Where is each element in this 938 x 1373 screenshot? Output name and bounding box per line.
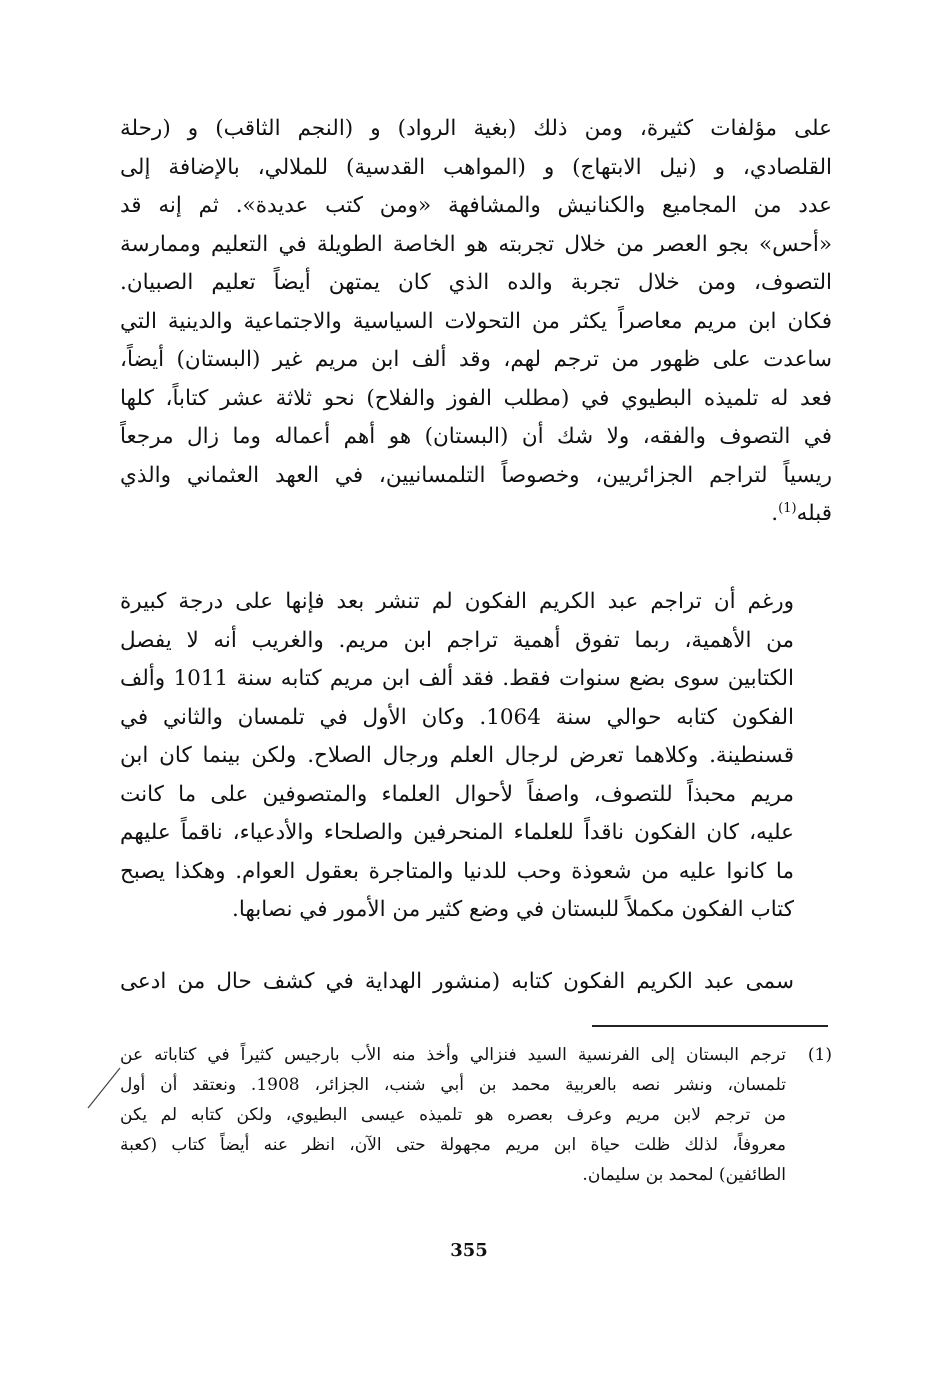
paragraph-1 (120, 110, 832, 534)
paragraph-2 (120, 583, 832, 930)
page-number: 355 (450, 1240, 488, 1261)
text-line: فعد له تلميذه البطيوي في (مطلب الفوز والفلاح) نحو ثلاثة عشر كتاباً، كلها (120, 385, 832, 411)
footnote-line: الطائفين) لمحمد بن سليمان. (582, 1165, 786, 1185)
footnote-line: ترجم البستان إلى الفرنسية السيد فنزالي وأخذ منه الأب بارجيس كثيراً في كتاباته عن (120, 1045, 786, 1065)
text-line: الكتابين سوى بضع سنوات فقط. فقد ألف ابن مريم كتابه سنة 1011 وألف (120, 666, 794, 691)
footnote-line: تلمسان، ونشر نصه بالعربية محمد بن أبي شنب، الجزائر، 1908. ونعتقد أن أول (120, 1075, 786, 1095)
footnote (120, 1040, 832, 1190)
text-fragment: قبله (796, 501, 832, 526)
footnote-reference[interactable]: (1) (778, 500, 797, 516)
text-line: عليه، كان الفكون ناقداً للعلماء المنحرفين والصلحاء والأدعياء، ناقماً عليهم (120, 820, 794, 845)
text-line: في التصوف والفقه، ولا شك أن (البستان) هو أهم أعماله وما زال مرجعاً (120, 424, 832, 449)
text-line: قسنطينة. وكلاهما تعرض لرجال العلم ورجال الصلاح. ولكن بينما كان ابن (120, 743, 794, 768)
text-line: مريم محبذاً للتصوف، واصفاً لأحوال العلماء والمتصوفين على ما كانت (120, 781, 794, 807)
footnote-line: معروفاً، لذلك ظلت حياة ابن مريم مجهولة حتى الآن، انظر عنه أيضاً كتاب (كعبة (120, 1135, 786, 1155)
text-line: ريسياً لتراجم الجزائريين، وخصوصاً التلمسانيين، في العهد العثماني والذي (120, 462, 832, 488)
text-line: على مؤلفات كثيرة، ومن ذلك (بغية الرواد) و (النجم الثاقب) و (رحلة (120, 116, 832, 141)
text-fragment: . (771, 501, 779, 526)
text-line: التصوف، ومن خلال تجربة والده الذي كان يمتهن أيضاً تعليم الصبيان. (120, 270, 832, 295)
footnote-number: (1) (807, 1045, 832, 1065)
text-line: عدد من المجاميع والكنانيش والمشافهة «ومن كتب عديدة». ثم إنه قد (120, 193, 832, 218)
text-line-last (120, 495, 832, 534)
text-line: القلصادي، و (نيل الابتهاج) و (المواهب القدسية) للملالي، بالإضافة إلى (120, 154, 832, 180)
paragraph-3 (120, 963, 832, 1002)
text-line: ساعدت على ظهور من ترجم لهم، وقد ألف ابن مريم غير (البستان) أيضاً، (120, 347, 832, 372)
text-line: سمى عبد الكريم الفكون كتابه (منشور الهداية في كشف حال من ادعى (120, 969, 794, 994)
text-line: «أحس» بجو العصر من خلال تجربته هو الخاصة الطويلة في التعليم وممارسة (120, 231, 832, 257)
text-line: ما كانوا عليه من شعوذة وحب للدنيا والمتاجرة بعقول العوام. وهكذا يصبح (120, 858, 794, 884)
text-line: الفكون كتابه حوالي سنة 1064. وكان الأول في تلمسان والثاني في (120, 704, 794, 730)
text-line: من الأهمية، ربما تفوق أهمية تراجم ابن مريم. والغريب أنه لا يفصل (120, 627, 794, 653)
text-line-last: كتاب الفكون مكملاً للبستان في وضع كثير من الأمور في نصابها. (232, 897, 794, 922)
footnote-text (120, 1040, 786, 1190)
pencil-mark-icon (84, 1066, 124, 1110)
text-line: ورغم أن تراجم عبد الكريم الفكون لم تنشر بعد فإنها على درجة كبيرة (120, 589, 794, 614)
footnote-line: من ترجم لابن مريم وعرف بعصره هو تلميذه عيسى البطيوي، ولكن كتابه لم يكن (120, 1105, 786, 1125)
text-line: فكان ابن مريم معاصراً يكثر من التحولات السياسية والاجتماعية والدينية التي (120, 308, 832, 334)
footnote-separator (592, 1025, 828, 1027)
